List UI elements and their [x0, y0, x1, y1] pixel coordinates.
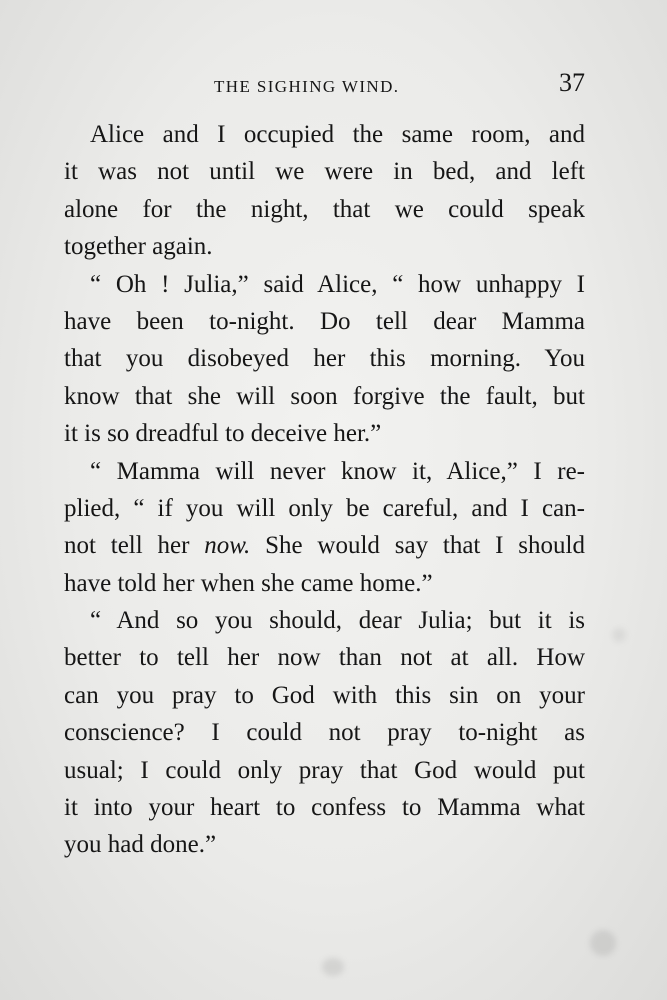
body-text	[64, 116, 585, 864]
text-line: it is so dreadful to deceive her.”	[64, 420, 382, 448]
text-line: have told her when she came home.”	[64, 569, 433, 597]
text-line: that you disobeyed her this morning. You	[64, 345, 585, 373]
text-line: Alice and I occupied the same room, and	[90, 121, 585, 148]
page-number: 37	[559, 68, 585, 97]
text-line: can you pray to God with this sin on your	[64, 681, 585, 709]
page-smudge	[612, 628, 626, 642]
text-line: “ And so you should, dear Julia; but it is	[90, 607, 585, 635]
text-line: better to tell her now than not at all. How	[64, 644, 585, 672]
text-line: “ Oh ! Julia,” said Alice, “ how unhappy I	[90, 270, 585, 298]
text-line: usual; I could only pray that God would put	[64, 756, 585, 784]
text-line: you had done.”	[64, 831, 217, 859]
page-smudge	[322, 958, 344, 976]
text-line: together again.	[64, 233, 213, 261]
italic-word: now.	[204, 532, 251, 560]
text-line: know that she will soon forgive the fault, but	[64, 382, 585, 410]
text-segment: She would say that I should	[265, 532, 585, 560]
text-line: alone for the night, that we could speak	[64, 195, 585, 223]
text-line: it into your heart to confess to Mamma what	[64, 794, 585, 822]
page-header	[64, 68, 585, 102]
text-segment: not tell her	[64, 532, 190, 560]
page-smudge	[590, 930, 616, 956]
text-line-mixed	[64, 527, 585, 564]
text-line: conscience? I could not pray to-night as	[64, 719, 585, 747]
text-line: “ Mamma will never know it, Alice,” I re-	[90, 457, 585, 485]
text-line: it was not until we were in bed, and left	[64, 158, 585, 186]
text-line: have been to-night. Do tell dear Mamma	[64, 307, 585, 335]
running-title: THE SIGHING WIND.	[214, 77, 400, 96]
text-line: plied, “ if you will only be careful, and I can-	[64, 494, 585, 522]
